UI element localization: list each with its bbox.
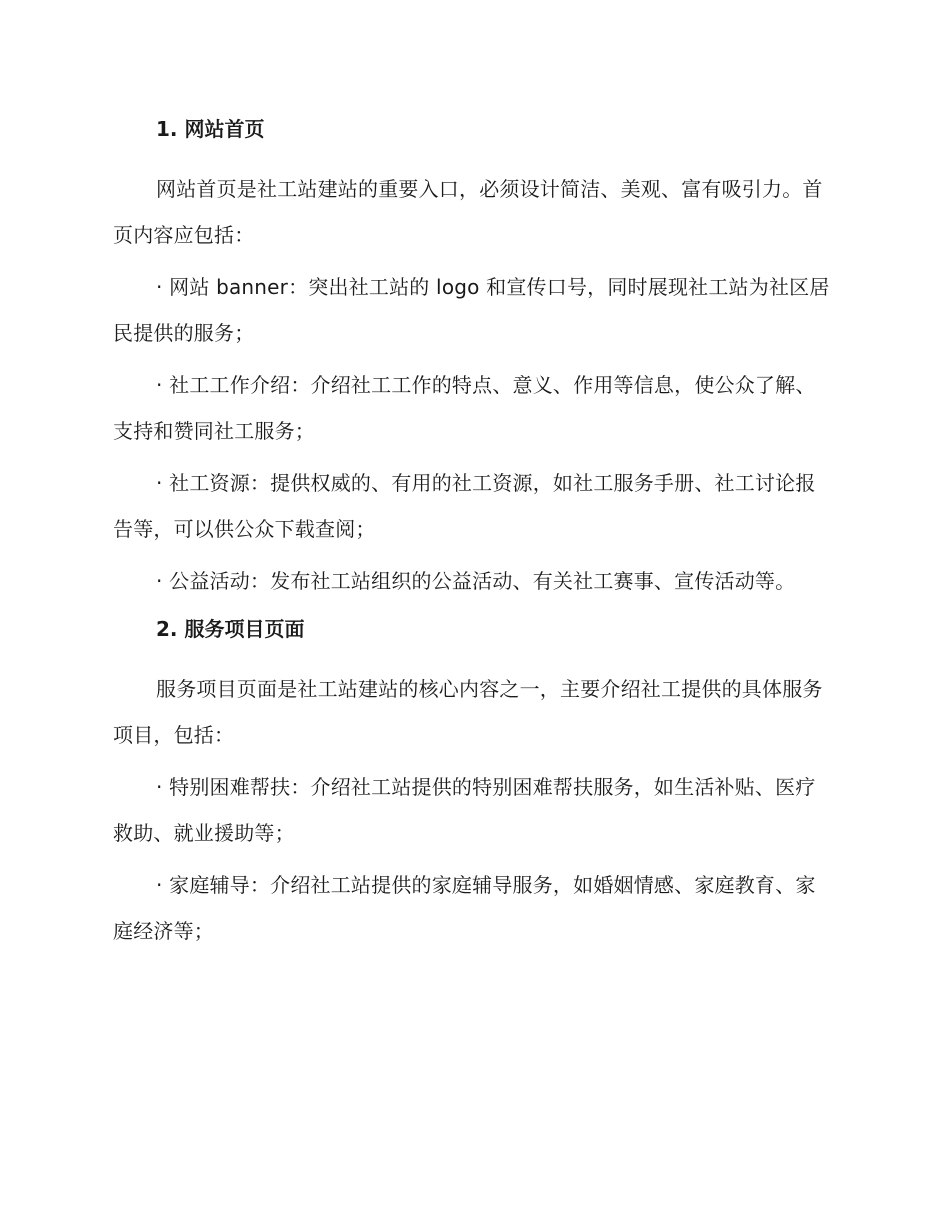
bullet-paragraph: · 家庭辅导：介绍社工站提供的家庭辅导服务，如婚姻情感、家庭教育、家庭经济等； <box>113 873 816 943</box>
bullet-paragraph: · 社工资源：提供权威的、有用的社工资源，如社工服务手册、社工讨论报告等，可以供公众下载查阅； <box>113 471 816 541</box>
paragraph: 网站首页是社工站建站的重要入口，必须设计简洁、美观、富有吸引力。首页内容应包括： <box>113 177 823 247</box>
document-content <box>113 110 833 960</box>
bullet-paragraph: · 社工工作介绍：介绍社工工作的特点、意义、作用等信息，使公众了解、支持和赞同社工服务； <box>113 373 816 443</box>
bullet-paragraph: · 网站 banner：突出社工站的 logo 和宣传口号，同时展现社工站为社区居民提供的服务； <box>113 275 830 345</box>
section-heading-service-projects: 2. 服务项目页面 <box>156 617 305 641</box>
paragraph: 服务项目页面是社工站建站的核心内容之一，主要介绍社工提供的具体服务项目，包括： <box>113 677 823 747</box>
bullet-paragraph: · 特别困难帮扶：介绍社工站提供的特别困难帮扶服务，如生活补贴、医疗救助、就业援助等； <box>113 775 816 845</box>
bullet-paragraph: · 公益活动：发布社工站组织的公益活动、有关社工赛事、宣传活动等。 <box>156 569 796 593</box>
section-heading-homepage: 1. 网站首页 <box>156 117 265 141</box>
